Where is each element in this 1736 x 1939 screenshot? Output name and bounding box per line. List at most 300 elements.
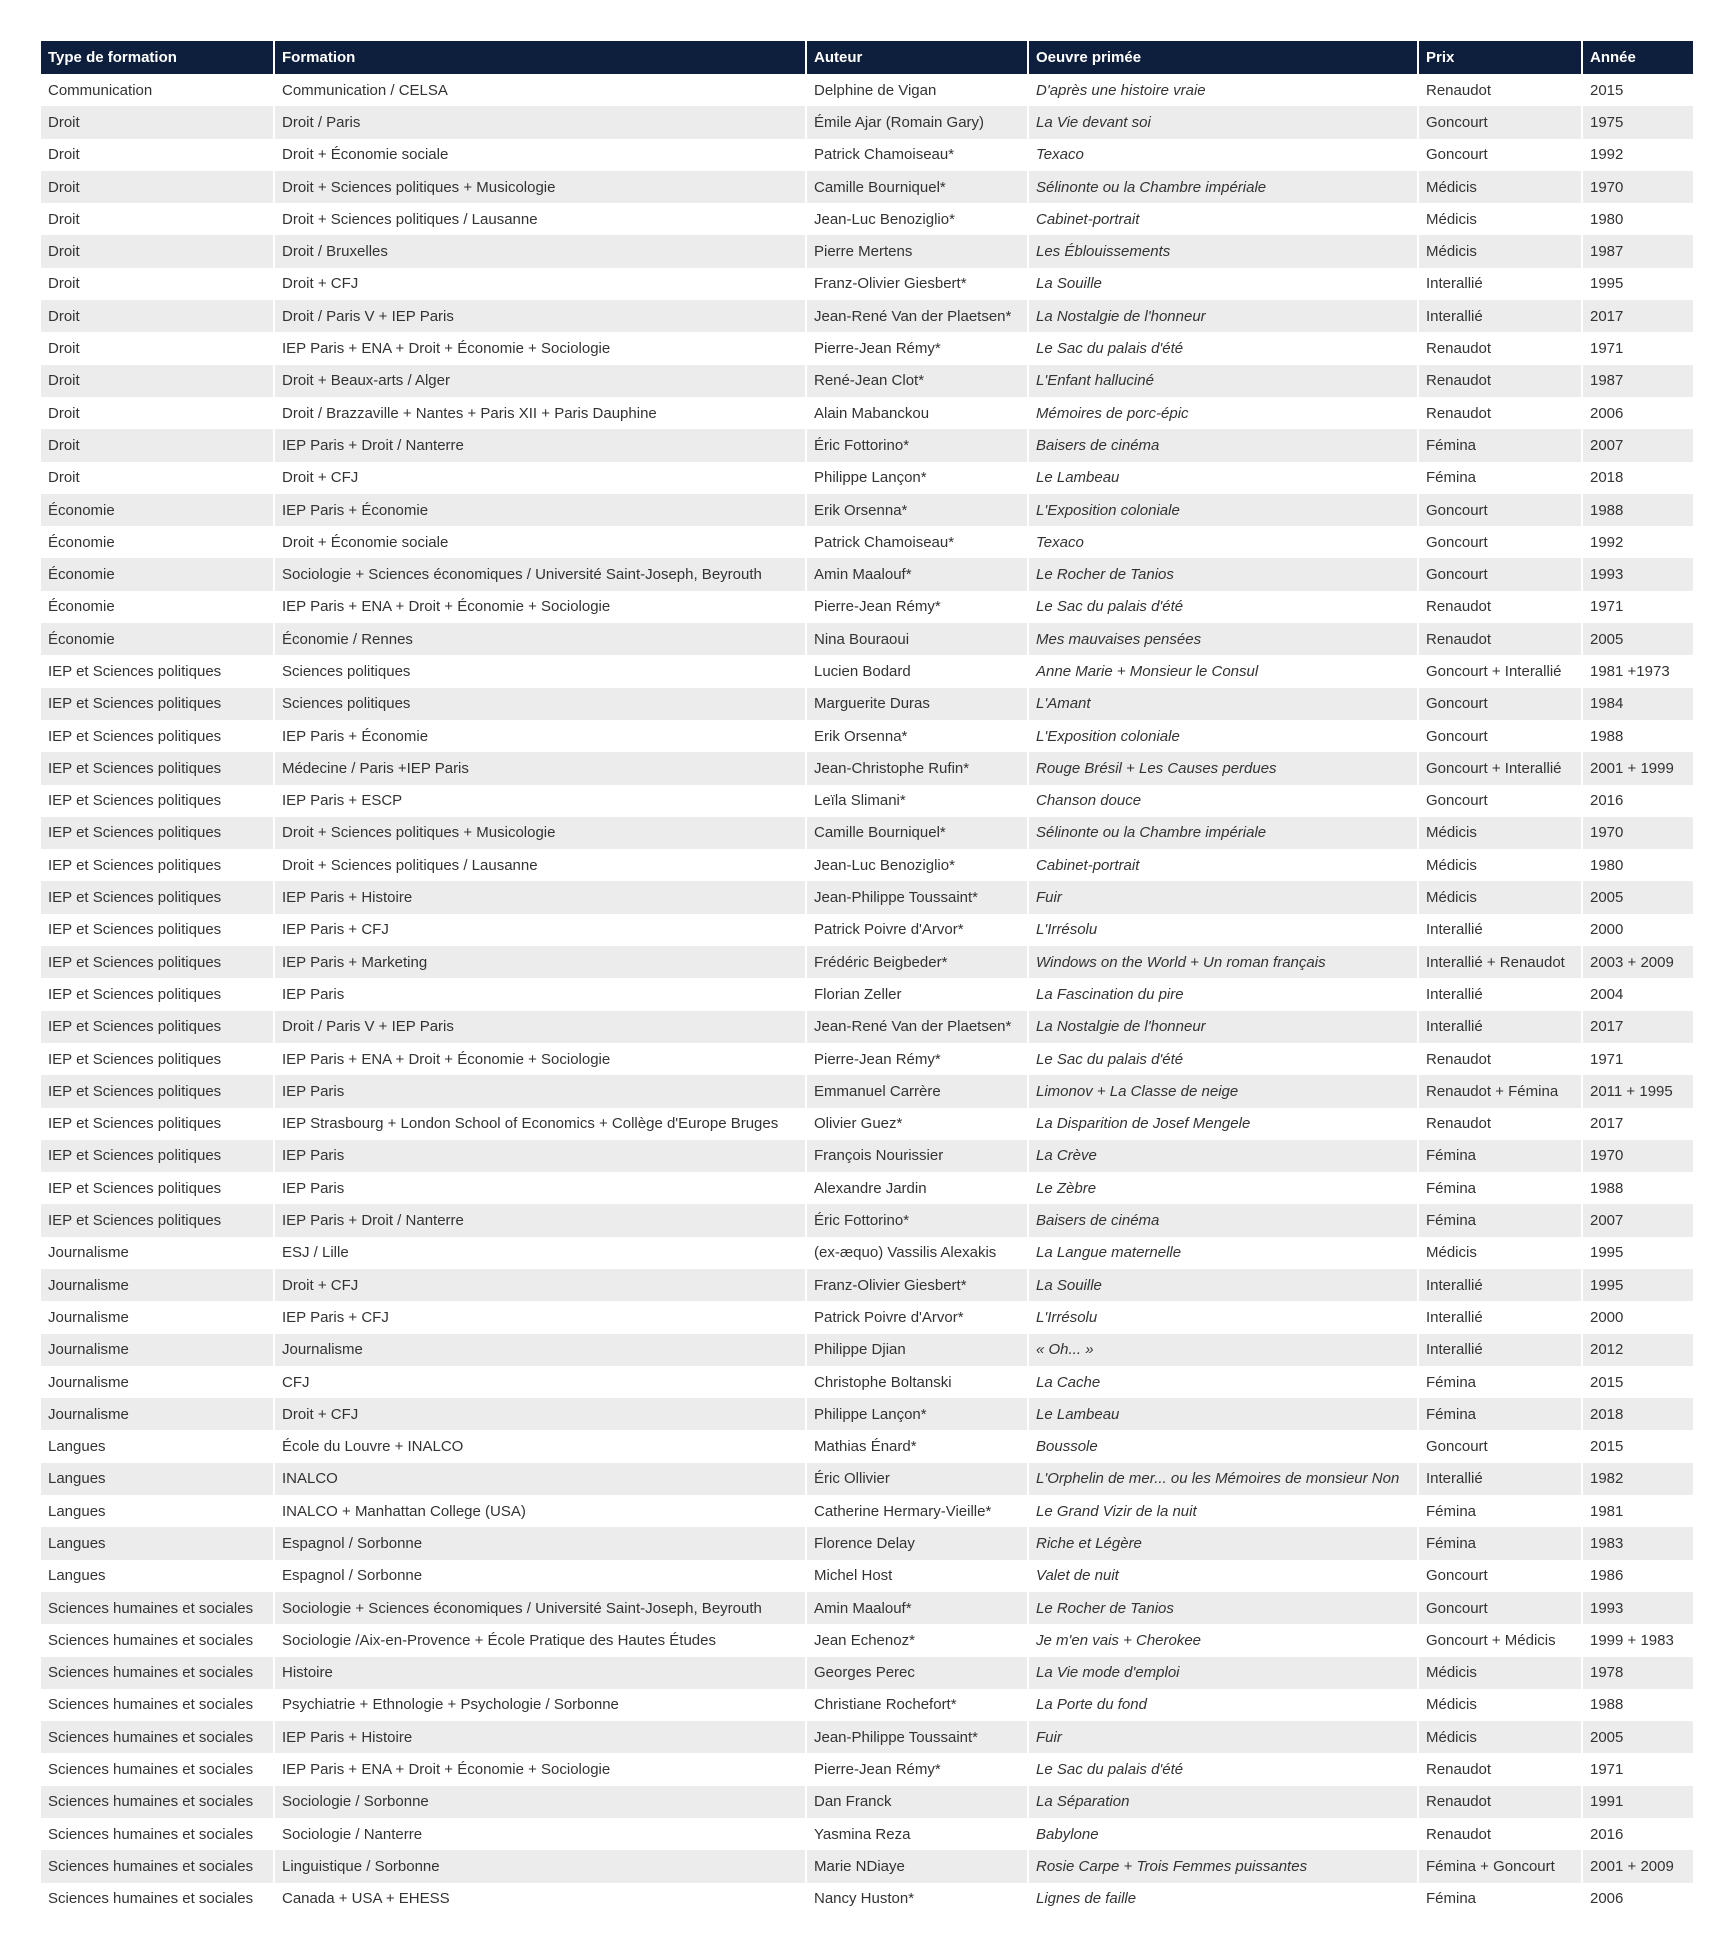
table-row xyxy=(41,74,1693,106)
cell-formation: IEP Paris + CFJ xyxy=(275,914,807,946)
cell-auteur: Marguerite Duras xyxy=(807,688,1029,720)
cell-auteur: Jean-Luc Benoziglio* xyxy=(807,849,1029,881)
cell-prix: Renaudot xyxy=(1419,591,1583,623)
cell-prix: Renaudot xyxy=(1419,74,1583,106)
cell-oeuvre: Limonov + La Classe de neige xyxy=(1029,1075,1419,1107)
cell-auteur: Éric Fottorino* xyxy=(807,429,1029,461)
cell-annee: 2003 + 2009 xyxy=(1583,946,1693,978)
cell-oeuvre: Le Lambeau xyxy=(1029,1398,1419,1430)
cell-oeuvre: La Souille xyxy=(1029,1269,1419,1301)
cell-formation: Droit + CFJ xyxy=(275,1269,807,1301)
cell-annee: 1993 xyxy=(1583,1592,1693,1624)
cell-oeuvre: Cabinet-portrait xyxy=(1029,849,1419,881)
table-row xyxy=(41,1011,1693,1043)
cell-annee: 1970 xyxy=(1583,1140,1693,1172)
cell-prix: Médicis xyxy=(1419,817,1583,849)
table-row xyxy=(41,397,1693,429)
cell-prix: Renaudot xyxy=(1419,332,1583,364)
cell-prix: Fémina xyxy=(1419,1495,1583,1527)
cell-auteur: Jean-Christophe Rufin* xyxy=(807,752,1029,784)
cell-annee: 1975 xyxy=(1583,106,1693,138)
table-row xyxy=(41,1172,1693,1204)
table-row xyxy=(41,1075,1693,1107)
cell-auteur: Éric Fottorino* xyxy=(807,1204,1029,1236)
cell-formation: Droit + Sciences politiques + Musicologie xyxy=(275,817,807,849)
cell-oeuvre: Rouge Brésil + Les Causes perdues xyxy=(1029,752,1419,784)
cell-auteur: Alexandre Jardin xyxy=(807,1172,1029,1204)
cell-oeuvre: « Oh... » xyxy=(1029,1334,1419,1366)
cell-auteur: (ex-æquo) Vassilis Alexakis xyxy=(807,1237,1029,1269)
table-row xyxy=(41,235,1693,267)
cell-annee: 2001 + 1999 xyxy=(1583,752,1693,784)
table-row xyxy=(41,106,1693,138)
cell-type-de-formation: Droit xyxy=(41,203,275,235)
cell-annee: 1987 xyxy=(1583,365,1693,397)
cell-formation: Sciences politiques xyxy=(275,688,807,720)
header-oeuvre-primee: Oeuvre primée xyxy=(1029,41,1419,74)
cell-type-de-formation: IEP et Sciences politiques xyxy=(41,1140,275,1172)
cell-type-de-formation: Langues xyxy=(41,1527,275,1559)
cell-formation: Droit + Économie sociale xyxy=(275,139,807,171)
table-row xyxy=(41,655,1693,687)
cell-prix: Médicis xyxy=(1419,1237,1583,1269)
table-row xyxy=(41,139,1693,171)
table-row xyxy=(41,1721,1693,1753)
cell-annee: 1971 xyxy=(1583,591,1693,623)
cell-annee: 1991 xyxy=(1583,1786,1693,1818)
cell-oeuvre: Sélinonte ou la Chambre impériale xyxy=(1029,171,1419,203)
cell-type-de-formation: IEP et Sciences politiques xyxy=(41,752,275,784)
cell-type-de-formation: Sciences humaines et sociales xyxy=(41,1850,275,1882)
cell-oeuvre: L'Amant xyxy=(1029,688,1419,720)
cell-type-de-formation: Sciences humaines et sociales xyxy=(41,1592,275,1624)
cell-annee: 1982 xyxy=(1583,1463,1693,1495)
cell-auteur: Florence Delay xyxy=(807,1527,1029,1559)
cell-type-de-formation: Droit xyxy=(41,139,275,171)
table-row xyxy=(41,332,1693,364)
cell-formation: Canada + USA + EHESS xyxy=(275,1883,807,1915)
cell-prix: Médicis xyxy=(1419,849,1583,881)
table-row xyxy=(41,462,1693,494)
cell-formation: IEP Paris + ENA + Droit + Économie + Sociologie xyxy=(275,332,807,364)
table-row xyxy=(41,268,1693,300)
table-row xyxy=(41,171,1693,203)
cell-annee: 1988 xyxy=(1583,720,1693,752)
cell-prix: Fémina xyxy=(1419,462,1583,494)
cell-formation: Sociologie + Sciences économiques / Université Saint-Joseph, Beyrouth xyxy=(275,558,807,590)
cell-oeuvre: Sélinonte ou la Chambre impériale xyxy=(1029,817,1419,849)
cell-formation: INALCO xyxy=(275,1463,807,1495)
cell-formation: Droit + Beaux-arts / Alger xyxy=(275,365,807,397)
cell-auteur: Florian Zeller xyxy=(807,978,1029,1010)
cell-auteur: Frédéric Beigbeder* xyxy=(807,946,1029,978)
table-row xyxy=(41,1689,1693,1721)
cell-formation: IEP Paris + Histoire xyxy=(275,881,807,913)
cell-type-de-formation: Droit xyxy=(41,332,275,364)
table-row xyxy=(41,1043,1693,1075)
cell-type-de-formation: IEP et Sciences politiques xyxy=(41,1108,275,1140)
cell-type-de-formation: Communication xyxy=(41,74,275,106)
cell-type-de-formation: Économie xyxy=(41,558,275,590)
cell-formation: Histoire xyxy=(275,1657,807,1689)
cell-annee: 1971 xyxy=(1583,332,1693,364)
cell-type-de-formation: IEP et Sciences politiques xyxy=(41,1172,275,1204)
cell-oeuvre: Chanson douce xyxy=(1029,785,1419,817)
table-row xyxy=(41,946,1693,978)
cell-annee: 1986 xyxy=(1583,1560,1693,1592)
cell-formation: Droit / Paris V + IEP Paris xyxy=(275,300,807,332)
cell-formation: École du Louvre + INALCO xyxy=(275,1430,807,1462)
cell-oeuvre: Boussole xyxy=(1029,1430,1419,1462)
cell-annee: 2015 xyxy=(1583,1430,1693,1462)
cell-formation: Droit / Paris xyxy=(275,106,807,138)
cell-auteur: Michel Host xyxy=(807,1560,1029,1592)
cell-annee: 2007 xyxy=(1583,1204,1693,1236)
cell-formation: IEP Paris + ESCP xyxy=(275,785,807,817)
cell-type-de-formation: IEP et Sciences politiques xyxy=(41,720,275,752)
cell-oeuvre: Fuir xyxy=(1029,881,1419,913)
cell-prix: Fémina xyxy=(1419,1366,1583,1398)
cell-prix: Goncourt xyxy=(1419,1430,1583,1462)
table-row xyxy=(41,1301,1693,1333)
cell-prix: Fémina xyxy=(1419,1172,1583,1204)
cell-annee: 2006 xyxy=(1583,397,1693,429)
cell-oeuvre: La Souille xyxy=(1029,268,1419,300)
cell-annee: 2018 xyxy=(1583,1398,1693,1430)
table-row xyxy=(41,623,1693,655)
cell-auteur: Erik Orsenna* xyxy=(807,494,1029,526)
cell-type-de-formation: Langues xyxy=(41,1463,275,1495)
cell-auteur: Camille Bourniquel* xyxy=(807,817,1029,849)
table-row xyxy=(41,1269,1693,1301)
cell-prix: Interallié xyxy=(1419,1269,1583,1301)
cell-type-de-formation: Journalisme xyxy=(41,1301,275,1333)
cell-prix: Renaudot xyxy=(1419,365,1583,397)
cell-annee: 1992 xyxy=(1583,139,1693,171)
cell-type-de-formation: Droit xyxy=(41,268,275,300)
cell-auteur: Jean-René Van der Plaetsen* xyxy=(807,300,1029,332)
cell-prix: Goncourt xyxy=(1419,785,1583,817)
cell-annee: 1999 + 1983 xyxy=(1583,1624,1693,1656)
cell-prix: Goncourt xyxy=(1419,1592,1583,1624)
cell-formation: Journalisme xyxy=(275,1334,807,1366)
table-row xyxy=(41,526,1693,558)
cell-type-de-formation: IEP et Sciences politiques xyxy=(41,1043,275,1075)
cell-auteur: Pierre-Jean Rémy* xyxy=(807,591,1029,623)
cell-type-de-formation: Journalisme xyxy=(41,1334,275,1366)
cell-annee: 1971 xyxy=(1583,1043,1693,1075)
cell-prix: Interallié xyxy=(1419,300,1583,332)
literary-prize-table xyxy=(41,41,1693,1915)
cell-auteur: Pierre-Jean Rémy* xyxy=(807,1753,1029,1785)
cell-prix: Goncourt + Médicis xyxy=(1419,1624,1583,1656)
cell-annee: 1981 xyxy=(1583,1495,1693,1527)
cell-oeuvre: Windows on the World + Un roman français xyxy=(1029,946,1419,978)
cell-prix: Médicis xyxy=(1419,203,1583,235)
cell-prix: Médicis xyxy=(1419,1689,1583,1721)
cell-oeuvre: Babylone xyxy=(1029,1818,1419,1850)
cell-type-de-formation: Économie xyxy=(41,623,275,655)
cell-type-de-formation: IEP et Sciences politiques xyxy=(41,817,275,849)
cell-annee: 2005 xyxy=(1583,623,1693,655)
cell-oeuvre: La Disparition de Josef Mengele xyxy=(1029,1108,1419,1140)
cell-formation: Économie / Rennes xyxy=(275,623,807,655)
table-row xyxy=(41,1560,1693,1592)
cell-annee: 1980 xyxy=(1583,203,1693,235)
cell-annee: 2016 xyxy=(1583,1818,1693,1850)
table-row xyxy=(41,914,1693,946)
cell-auteur: Nancy Huston* xyxy=(807,1883,1029,1915)
cell-type-de-formation: Sciences humaines et sociales xyxy=(41,1689,275,1721)
table-row xyxy=(41,1850,1693,1882)
cell-prix: Interallié xyxy=(1419,1011,1583,1043)
table-row xyxy=(41,591,1693,623)
cell-type-de-formation: Sciences humaines et sociales xyxy=(41,1786,275,1818)
cell-oeuvre: Le Sac du palais d'été xyxy=(1029,1753,1419,1785)
cell-formation: Droit / Paris V + IEP Paris xyxy=(275,1011,807,1043)
cell-annee: 2015 xyxy=(1583,1366,1693,1398)
cell-formation: Droit + CFJ xyxy=(275,462,807,494)
cell-type-de-formation: IEP et Sciences politiques xyxy=(41,1204,275,1236)
cell-type-de-formation: Sciences humaines et sociales xyxy=(41,1721,275,1753)
table-row xyxy=(41,300,1693,332)
cell-auteur: Lucien Bodard xyxy=(807,655,1029,687)
cell-auteur: Pierre-Jean Rémy* xyxy=(807,1043,1029,1075)
cell-oeuvre: Je m'en vais + Cherokee xyxy=(1029,1624,1419,1656)
table-row xyxy=(41,1657,1693,1689)
cell-formation: INALCO + Manhattan College (USA) xyxy=(275,1495,807,1527)
cell-type-de-formation: Journalisme xyxy=(41,1237,275,1269)
cell-oeuvre: Baisers de cinéma xyxy=(1029,429,1419,461)
cell-auteur: Leïla Slimani* xyxy=(807,785,1029,817)
cell-type-de-formation: IEP et Sciences politiques xyxy=(41,849,275,881)
table-row xyxy=(41,720,1693,752)
cell-annee: 1988 xyxy=(1583,1689,1693,1721)
table-row xyxy=(41,1753,1693,1785)
cell-oeuvre: Texaco xyxy=(1029,139,1419,171)
cell-auteur: Patrick Poivre d'Arvor* xyxy=(807,1301,1029,1333)
cell-auteur: Philippe Lançon* xyxy=(807,462,1029,494)
cell-annee: 1988 xyxy=(1583,1172,1693,1204)
cell-auteur: Christophe Boltanski xyxy=(807,1366,1029,1398)
table-row xyxy=(41,558,1693,590)
cell-oeuvre: L'Enfant halluciné xyxy=(1029,365,1419,397)
cell-auteur: Yasmina Reza xyxy=(807,1818,1029,1850)
table-header xyxy=(41,41,1693,74)
cell-formation: IEP Paris xyxy=(275,1140,807,1172)
cell-auteur: Pierre-Jean Rémy* xyxy=(807,332,1029,364)
cell-annee: 2018 xyxy=(1583,462,1693,494)
cell-annee: 1981 +1973 xyxy=(1583,655,1693,687)
cell-oeuvre: Le Sac du palais d'été xyxy=(1029,1043,1419,1075)
cell-type-de-formation: Droit xyxy=(41,300,275,332)
cell-prix: Médicis xyxy=(1419,1721,1583,1753)
table-row xyxy=(41,785,1693,817)
cell-annee: 2015 xyxy=(1583,74,1693,106)
cell-prix: Renaudot xyxy=(1419,1108,1583,1140)
cell-prix: Renaudot xyxy=(1419,623,1583,655)
cell-formation: Psychiatrie + Ethnologie + Psychologie / Sorbonne xyxy=(275,1689,807,1721)
cell-formation: IEP Paris + ENA + Droit + Économie + Sociologie xyxy=(275,1043,807,1075)
cell-formation: IEP Paris + Droit / Nanterre xyxy=(275,1204,807,1236)
header-prix: Prix xyxy=(1419,41,1583,74)
cell-auteur: Amin Maalouf* xyxy=(807,1592,1029,1624)
cell-formation: Droit + CFJ xyxy=(275,1398,807,1430)
cell-type-de-formation: Sciences humaines et sociales xyxy=(41,1818,275,1850)
cell-type-de-formation: Sciences humaines et sociales xyxy=(41,1753,275,1785)
cell-oeuvre: Le Zèbre xyxy=(1029,1172,1419,1204)
cell-annee: 2017 xyxy=(1583,1108,1693,1140)
cell-oeuvre: Le Rocher de Tanios xyxy=(1029,1592,1419,1624)
cell-prix: Fémina xyxy=(1419,1527,1583,1559)
cell-auteur: Jean Echenoz* xyxy=(807,1624,1029,1656)
cell-type-de-formation: IEP et Sciences politiques xyxy=(41,1075,275,1107)
cell-auteur: Patrick Poivre d'Arvor* xyxy=(807,914,1029,946)
cell-annee: 1988 xyxy=(1583,494,1693,526)
cell-prix: Interallié xyxy=(1419,1463,1583,1495)
cell-formation: Espagnol / Sorbonne xyxy=(275,1527,807,1559)
table-row xyxy=(41,1527,1693,1559)
cell-oeuvre: La Vie mode d'emploi xyxy=(1029,1657,1419,1689)
cell-oeuvre: Le Sac du palais d'été xyxy=(1029,332,1419,364)
table-row xyxy=(41,1592,1693,1624)
cell-annee: 1993 xyxy=(1583,558,1693,590)
cell-annee: 2016 xyxy=(1583,785,1693,817)
cell-formation: CFJ xyxy=(275,1366,807,1398)
header-type-de-formation: Type de formation xyxy=(41,41,275,74)
cell-annee: 1978 xyxy=(1583,1657,1693,1689)
cell-annee: 2001 + 2009 xyxy=(1583,1850,1693,1882)
table-row xyxy=(41,1204,1693,1236)
table-row xyxy=(41,1237,1693,1269)
cell-auteur: Jean-Luc Benoziglio* xyxy=(807,203,1029,235)
cell-type-de-formation: Droit xyxy=(41,462,275,494)
cell-prix: Goncourt xyxy=(1419,494,1583,526)
cell-formation: IEP Paris xyxy=(275,1075,807,1107)
table-row xyxy=(41,1366,1693,1398)
cell-type-de-formation: Sciences humaines et sociales xyxy=(41,1624,275,1656)
cell-type-de-formation: Droit xyxy=(41,106,275,138)
cell-formation: Droit + Sciences politiques + Musicologie xyxy=(275,171,807,203)
cell-auteur: René-Jean Clot* xyxy=(807,365,1029,397)
cell-auteur: Jean-Philippe Toussaint* xyxy=(807,1721,1029,1753)
cell-auteur: Éric Ollivier xyxy=(807,1463,1029,1495)
cell-oeuvre: La Cache xyxy=(1029,1366,1419,1398)
cell-prix: Goncourt xyxy=(1419,688,1583,720)
cell-oeuvre: Le Rocher de Tanios xyxy=(1029,558,1419,590)
cell-oeuvre: La Fascination du pire xyxy=(1029,978,1419,1010)
cell-auteur: Catherine Hermary-Vieille* xyxy=(807,1495,1029,1527)
cell-prix: Renaudot xyxy=(1419,1753,1583,1785)
table-row xyxy=(41,752,1693,784)
cell-type-de-formation: IEP et Sciences politiques xyxy=(41,881,275,913)
cell-oeuvre: La Langue maternelle xyxy=(1029,1237,1419,1269)
cell-auteur: Alain Mabanckou xyxy=(807,397,1029,429)
cell-prix: Interallié xyxy=(1419,1334,1583,1366)
cell-auteur: Georges Perec xyxy=(807,1657,1029,1689)
cell-oeuvre: La Vie devant soi xyxy=(1029,106,1419,138)
cell-formation: IEP Paris + Droit / Nanterre xyxy=(275,429,807,461)
cell-formation: Droit + Sciences politiques / Lausanne xyxy=(275,849,807,881)
cell-formation: Linguistique / Sorbonne xyxy=(275,1850,807,1882)
cell-auteur: Dan Franck xyxy=(807,1786,1029,1818)
cell-auteur: Philippe Lançon* xyxy=(807,1398,1029,1430)
cell-prix: Interallié xyxy=(1419,978,1583,1010)
cell-formation: Droit + CFJ xyxy=(275,268,807,300)
cell-oeuvre: Valet de nuit xyxy=(1029,1560,1419,1592)
cell-oeuvre: Le Grand Vizir de la nuit xyxy=(1029,1495,1419,1527)
cell-annee: 2005 xyxy=(1583,1721,1693,1753)
cell-type-de-formation: Économie xyxy=(41,494,275,526)
cell-prix: Goncourt xyxy=(1419,720,1583,752)
table-row xyxy=(41,1398,1693,1430)
cell-auteur: Camille Bourniquel* xyxy=(807,171,1029,203)
cell-oeuvre: La Nostalgie de l'honneur xyxy=(1029,1011,1419,1043)
cell-annee: 1971 xyxy=(1583,1753,1693,1785)
cell-formation: Sciences politiques xyxy=(275,655,807,687)
cell-prix: Fémina xyxy=(1419,429,1583,461)
cell-auteur: Delphine de Vigan xyxy=(807,74,1029,106)
cell-formation: Sociologie / Nanterre xyxy=(275,1818,807,1850)
table-row xyxy=(41,1883,1693,1915)
cell-annee: 2017 xyxy=(1583,300,1693,332)
cell-annee: 1970 xyxy=(1583,171,1693,203)
cell-prix: Goncourt + Interallié xyxy=(1419,752,1583,784)
cell-type-de-formation: Sciences humaines et sociales xyxy=(41,1657,275,1689)
cell-oeuvre: L'Irrésolu xyxy=(1029,1301,1419,1333)
cell-type-de-formation: Journalisme xyxy=(41,1366,275,1398)
cell-oeuvre: Lignes de faille xyxy=(1029,1883,1419,1915)
cell-prix: Médicis xyxy=(1419,171,1583,203)
table-row xyxy=(41,1430,1693,1462)
cell-auteur: Marie NDiaye xyxy=(807,1850,1029,1882)
cell-formation: Droit + Économie sociale xyxy=(275,526,807,558)
cell-type-de-formation: IEP et Sciences politiques xyxy=(41,946,275,978)
cell-auteur: Philippe Djian xyxy=(807,1334,1029,1366)
cell-formation: IEP Paris xyxy=(275,978,807,1010)
cell-annee: 1995 xyxy=(1583,1269,1693,1301)
cell-oeuvre: Anne Marie + Monsieur le Consul xyxy=(1029,655,1419,687)
cell-formation: Communication / CELSA xyxy=(275,74,807,106)
cell-formation: Espagnol / Sorbonne xyxy=(275,1560,807,1592)
cell-formation: IEP Paris + ENA + Droit + Économie + Sociologie xyxy=(275,591,807,623)
cell-prix: Interallié xyxy=(1419,1301,1583,1333)
cell-type-de-formation: IEP et Sciences politiques xyxy=(41,688,275,720)
cell-auteur: Amin Maalouf* xyxy=(807,558,1029,590)
cell-formation: IEP Strasbourg + London School of Economics + Collège d'Europe Bruges xyxy=(275,1108,807,1140)
cell-formation: Sociologie + Sciences économiques / Université Saint-Joseph, Beyrouth xyxy=(275,1592,807,1624)
cell-formation: IEP Paris + Économie xyxy=(275,720,807,752)
cell-prix: Goncourt + Interallié xyxy=(1419,655,1583,687)
cell-prix: Fémina xyxy=(1419,1883,1583,1915)
cell-type-de-formation: IEP et Sciences politiques xyxy=(41,785,275,817)
table-row xyxy=(41,1334,1693,1366)
cell-auteur: Patrick Chamoiseau* xyxy=(807,139,1029,171)
table-row xyxy=(41,817,1693,849)
cell-type-de-formation: Économie xyxy=(41,526,275,558)
header-auteur: Auteur xyxy=(807,41,1029,74)
cell-prix: Médicis xyxy=(1419,881,1583,913)
cell-formation: IEP Paris + Histoire xyxy=(275,1721,807,1753)
cell-type-de-formation: Droit xyxy=(41,397,275,429)
cell-prix: Goncourt xyxy=(1419,139,1583,171)
table-row xyxy=(41,429,1693,461)
cell-prix: Goncourt xyxy=(1419,526,1583,558)
cell-auteur: Jean-Philippe Toussaint* xyxy=(807,881,1029,913)
cell-prix: Goncourt xyxy=(1419,106,1583,138)
cell-type-de-formation: Droit xyxy=(41,365,275,397)
cell-oeuvre: Les Éblouissements xyxy=(1029,235,1419,267)
